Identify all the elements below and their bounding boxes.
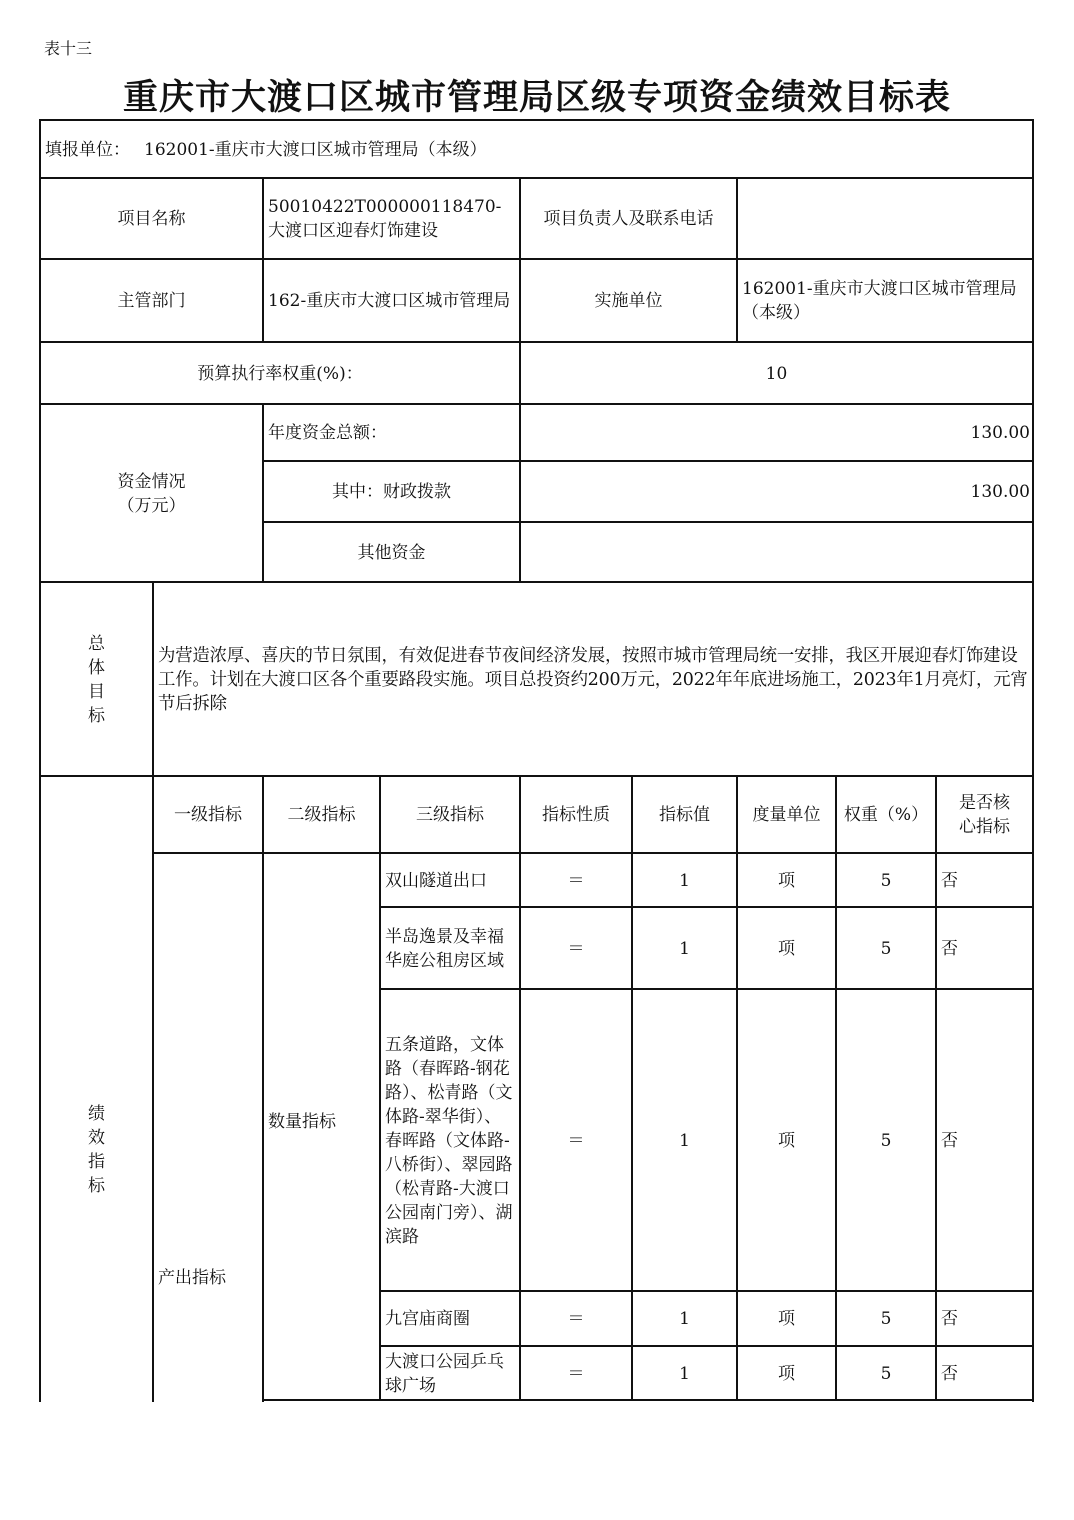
header-level1: 一级指标 bbox=[174, 805, 242, 825]
indicator-nature: ＝ bbox=[567, 1363, 585, 1384]
indicators-label-char: 效 bbox=[88, 1127, 105, 1148]
indicator-value: 1 bbox=[679, 870, 690, 891]
header-level2: 二级指标 bbox=[287, 805, 356, 825]
indicators-label bbox=[41, 777, 152, 1402]
indicator-name: 大渡口公园乒乓球广场 bbox=[385, 1351, 504, 1396]
indicator-value: 1 bbox=[679, 1309, 690, 1329]
header-value: 指标值 bbox=[659, 805, 710, 825]
indicator-nature: ＝ bbox=[567, 870, 585, 891]
indicator-weight: 5 bbox=[880, 1363, 892, 1384]
indicator-core: 否 bbox=[941, 1309, 958, 1329]
indicator-weight: 5 bbox=[880, 870, 892, 891]
level1-indicator: 产出指标 bbox=[158, 1268, 226, 1288]
budget-weight-value: 10 bbox=[765, 363, 788, 384]
indicator-unit: 项 bbox=[778, 1309, 795, 1329]
table-number: 表十三 bbox=[44, 39, 93, 58]
indicator-unit: 项 bbox=[778, 1130, 795, 1151]
indicator-name: 双山隧道出口 bbox=[385, 870, 487, 891]
fiscal-funds-value: 130.00 bbox=[970, 482, 1030, 502]
level2-indicator: 数量指标 bbox=[268, 1112, 336, 1132]
indicator-core: 否 bbox=[941, 1363, 958, 1384]
indicator-value: 1 bbox=[679, 938, 690, 959]
page-title: 重庆市大渡口区城市管理局区级专项资金绩效目标表 bbox=[122, 77, 951, 118]
budget-weight-label: 预算执行率权重(%)： bbox=[197, 363, 363, 384]
indicator-core: 否 bbox=[941, 870, 958, 891]
indicator-core: 否 bbox=[941, 1130, 958, 1151]
indicator-name: 九宫庙商圈 bbox=[385, 1309, 470, 1329]
indicator-nature: ＝ bbox=[567, 938, 585, 959]
header-level3: 三级指标 bbox=[416, 805, 484, 825]
impl-unit-value: 162001-重庆市大渡口区城市管理局（本级） bbox=[742, 279, 1017, 323]
indicator-nature: ＝ bbox=[567, 1309, 585, 1329]
goal-label-char: 标 bbox=[88, 705, 105, 726]
contact-label: 项目负责人及联系电话 bbox=[543, 209, 714, 229]
goal-label-char: 总 bbox=[88, 633, 105, 654]
indicator-value: 1 bbox=[679, 1130, 690, 1151]
fiscal-funds-label: 其中：财政拨款 bbox=[332, 482, 451, 502]
funds-title: 资金情况 bbox=[117, 471, 186, 492]
header-weight: 权重（%） bbox=[843, 805, 929, 825]
total-funds-value: 130.00 bbox=[970, 423, 1030, 443]
indicator-unit: 项 bbox=[778, 938, 795, 959]
indicator-name: 五条道路，文体路（春晖路-钢花路）、松青路（文体路-翠华街）、春晖路（文体路-八桥街）、翠园路（松青路-大渡口公园南门旁）、湖滨路 bbox=[385, 1034, 513, 1247]
indicator-unit: 项 bbox=[778, 1363, 795, 1384]
funds-unit: （万元） bbox=[117, 495, 186, 516]
other-funds-label: 其他资金 bbox=[357, 542, 426, 563]
overall-goal-text: 为营造浓厚、喜庆的节日氛围，有效促进春节夜间经济发展，按照市城市管理局统一安排，我区开展迎春灯饰建设工作。计划在大渡口区各个重要路段实施。项目总投资约200万元，2022年年底进场施工，2023年1月亮灯，元宵节后拆除 bbox=[158, 645, 1028, 714]
indicator-nature: ＝ bbox=[567, 1130, 585, 1151]
dept-value: 162-重庆市大渡口区城市管理局 bbox=[268, 291, 511, 311]
indicator-value: 1 bbox=[679, 1363, 690, 1384]
funds-label bbox=[41, 405, 262, 582]
goal-label-char: 目 bbox=[88, 681, 105, 702]
indicator-weight: 5 bbox=[880, 938, 892, 959]
indicators-label-char: 标 bbox=[88, 1175, 105, 1196]
header-nature: 指标性质 bbox=[542, 805, 610, 825]
total-funds-label: 年度资金总额： bbox=[268, 423, 387, 443]
contact-value bbox=[738, 179, 1032, 259]
dept-label: 主管部门 bbox=[117, 291, 186, 311]
indicators-label-char: 绩 bbox=[88, 1103, 105, 1124]
reporting-unit-label: 填报单位： bbox=[45, 139, 130, 160]
other-funds-value bbox=[521, 523, 1032, 582]
indicator-unit: 项 bbox=[778, 870, 795, 891]
project-name-label: 项目名称 bbox=[117, 209, 186, 229]
overall-goal-label bbox=[41, 583, 152, 776]
goal-label-char: 体 bbox=[88, 657, 105, 678]
indicator-name: 半岛逸景及幸福华庭公租房区域 bbox=[385, 926, 504, 971]
project-name-value: 50010422T000000118470-大渡口区迎春灯饰建设 bbox=[268, 197, 502, 241]
indicator-core: 否 bbox=[941, 938, 958, 959]
indicator-weight: 5 bbox=[880, 1309, 892, 1329]
indicators-label-char: 指 bbox=[88, 1151, 105, 1172]
header-unit: 度量单位 bbox=[752, 805, 821, 825]
header-core: 是否核心指标 bbox=[959, 793, 1010, 837]
impl-unit-label: 实施单位 bbox=[594, 291, 663, 311]
reporting-unit-value: 162001-重庆市大渡口区城市管理局（本级） bbox=[144, 139, 487, 160]
indicator-weight: 5 bbox=[880, 1130, 892, 1151]
reporting-unit-row bbox=[41, 121, 1032, 178]
